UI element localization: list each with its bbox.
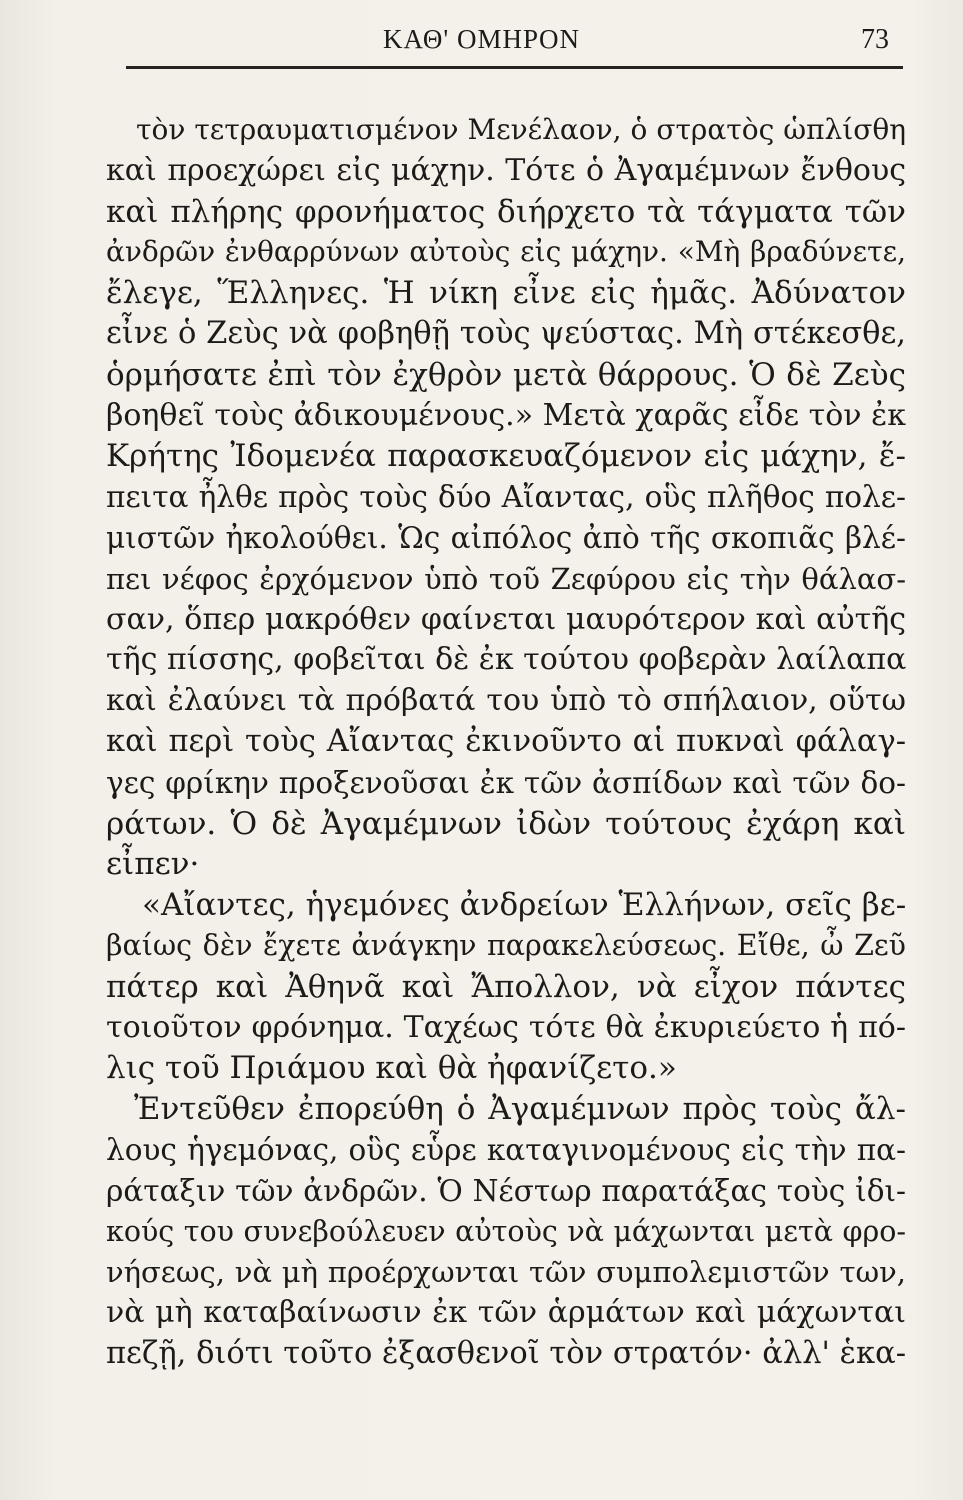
text-line: τῆς πίσσης, φοβεῖται δὲ ἐκ τούτου φοβερὰν λαίλαπα [106, 642, 907, 678]
text-line: ὁρμήσατε ἐπὶ τὸν ἐχθρὸν μετὰ θάρρους. Ὁ δὲ Ζεὺς [106, 356, 906, 393]
text-line: ἔλεγε, Ἕλληνες. Ἡ νίκη εἶνε εἰς ἡμᾶς. Ἀδύνατον [106, 275, 906, 312]
page-number: 73 [861, 24, 889, 55]
text-line: λις τοῦ Πριάμου καὶ θὰ ἠφανίζετο.» [106, 1050, 677, 1087]
text-line: τὸν τετραυματισμένον Μενέλαον, ὁ στρατὸς ὡπλίσθη [136, 113, 906, 146]
text-line: πάτερ καὶ Ἀθηνᾶ καὶ Ἄπολλον, νὰ εἶχον πάντες [106, 968, 906, 1005]
text-line: γες φρίκην προξενοῦσαι ἐκ τῶν ἀσπίδων καὶ τῶν δο- [106, 765, 906, 800]
header-rule [126, 66, 903, 69]
text-line: μιστῶν ἠκολούθει. Ὡς αἰπόλος ἀπὸ τῆς σκοπιᾶς βλέ- [106, 520, 906, 555]
text-line: ἀνδρῶν ἐνθαρρύνων αὐτοὺς εἰς μάχην. «Μὴ βραδύνετε, [106, 235, 906, 269]
text-line: «Αἴαντες, ἡγεμόνες ἀνδρείων Ἑλλήνων, σεῖς βε- [142, 887, 907, 924]
running-head [0, 18, 963, 62]
text-line: νὰ μὴ καταβαίνωσιν ἐκ τῶν ἁρμάτων καὶ μάχωνται [106, 1295, 906, 1331]
text-line: βαίως δὲν ἔχετε ἀνάγκην παρακελεύσεως. Εἴθε, ὦ Ζεῦ [106, 928, 906, 962]
text-line: πει νέφος ἐρχόμενον ὑπὸ τοῦ Ζεφύρου εἰς τὴν θάλασ- [106, 561, 906, 596]
body-text [106, 110, 906, 1375]
text-line: Ἐντεῦθεν ἐπορεύθη ὁ Ἀγαμέμνων πρὸς τοὺς ἄλ- [134, 1091, 906, 1128]
text-line: Κρήτης Ἰδομενέα παρασκευαζόμενον εἰς μάχην, ἔ- [106, 438, 906, 475]
text-line: κούς του συνεβούλευεν αὐτοὺς νὰ μάχωνται μετὰ φρο- [106, 1214, 906, 1248]
text-line: καὶ πλήρης φρονήματος διήρχετο τὰ τάγματα τῶν [106, 193, 906, 230]
text-line: εἶπεν· [106, 846, 200, 883]
text-line: τοιοῦτον φρόνημα. Ταχέως τότε θὰ ἐκυριεύετο ἡ πό- [106, 1009, 906, 1045]
text-line: καὶ περὶ τοὺς Αἴαντας ἐκινοῦντο αἱ πυκναὶ φάλαγ- [106, 723, 906, 759]
text-line: πεζῇ, διότι τοῦτο ἐξασθενοῖ τὸν στρατόν· ἀλλ' ἑκα- [106, 1335, 906, 1371]
text-line: ράταξιν τῶν ἀνδρῶν. Ὁ Νέστωρ παρατάξας τοὺς ἰδι- [106, 1173, 906, 1208]
text-line: καὶ προεχώρει εἰς μάχην. Τότε ὁ Ἀγαμέμνων ἔνθους [106, 152, 906, 188]
text-line: λους ἡγεμόνας, οὓς εὗρε καταγινομένους εἰς τὴν πα- [106, 1132, 906, 1167]
text-line: καὶ ἐλαύνει τὰ πρόβατά του ὑπὸ τὸ σπήλαιον, οὕτω [106, 683, 906, 719]
text-line: ράτων. Ὁ δὲ Ἀγαμέμνων ἰδὼν τούτους ἐχάρη καὶ [106, 805, 906, 842]
running-title: ΚΑΘ' ΟΜΗΡΟΝ [382, 24, 581, 54]
text-line: νήσεως, νὰ μὴ προέρχωνται τῶν συμπολεμιστῶν των, [106, 1255, 906, 1290]
text-line: εἶνε ὁ Ζεὺς νὰ φοβηθῇ τοὺς ψεύστας. Μὴ στέκεσθε, [106, 315, 906, 351]
text-line: βοηθεῖ τοὺς ἀδικουμένους.» Μετὰ χαρᾶς εἶδε τὸν ἐκ [106, 397, 906, 433]
text-line: σαν, ὅπερ μακρόθεν φαίνεται μαυρότερον καὶ αὐτῆς [106, 601, 906, 637]
text-line: πειτα ἦλθε πρὸς τοὺς δύο Αἴαντας, οὓς πλῆθος πολε- [106, 480, 906, 515]
